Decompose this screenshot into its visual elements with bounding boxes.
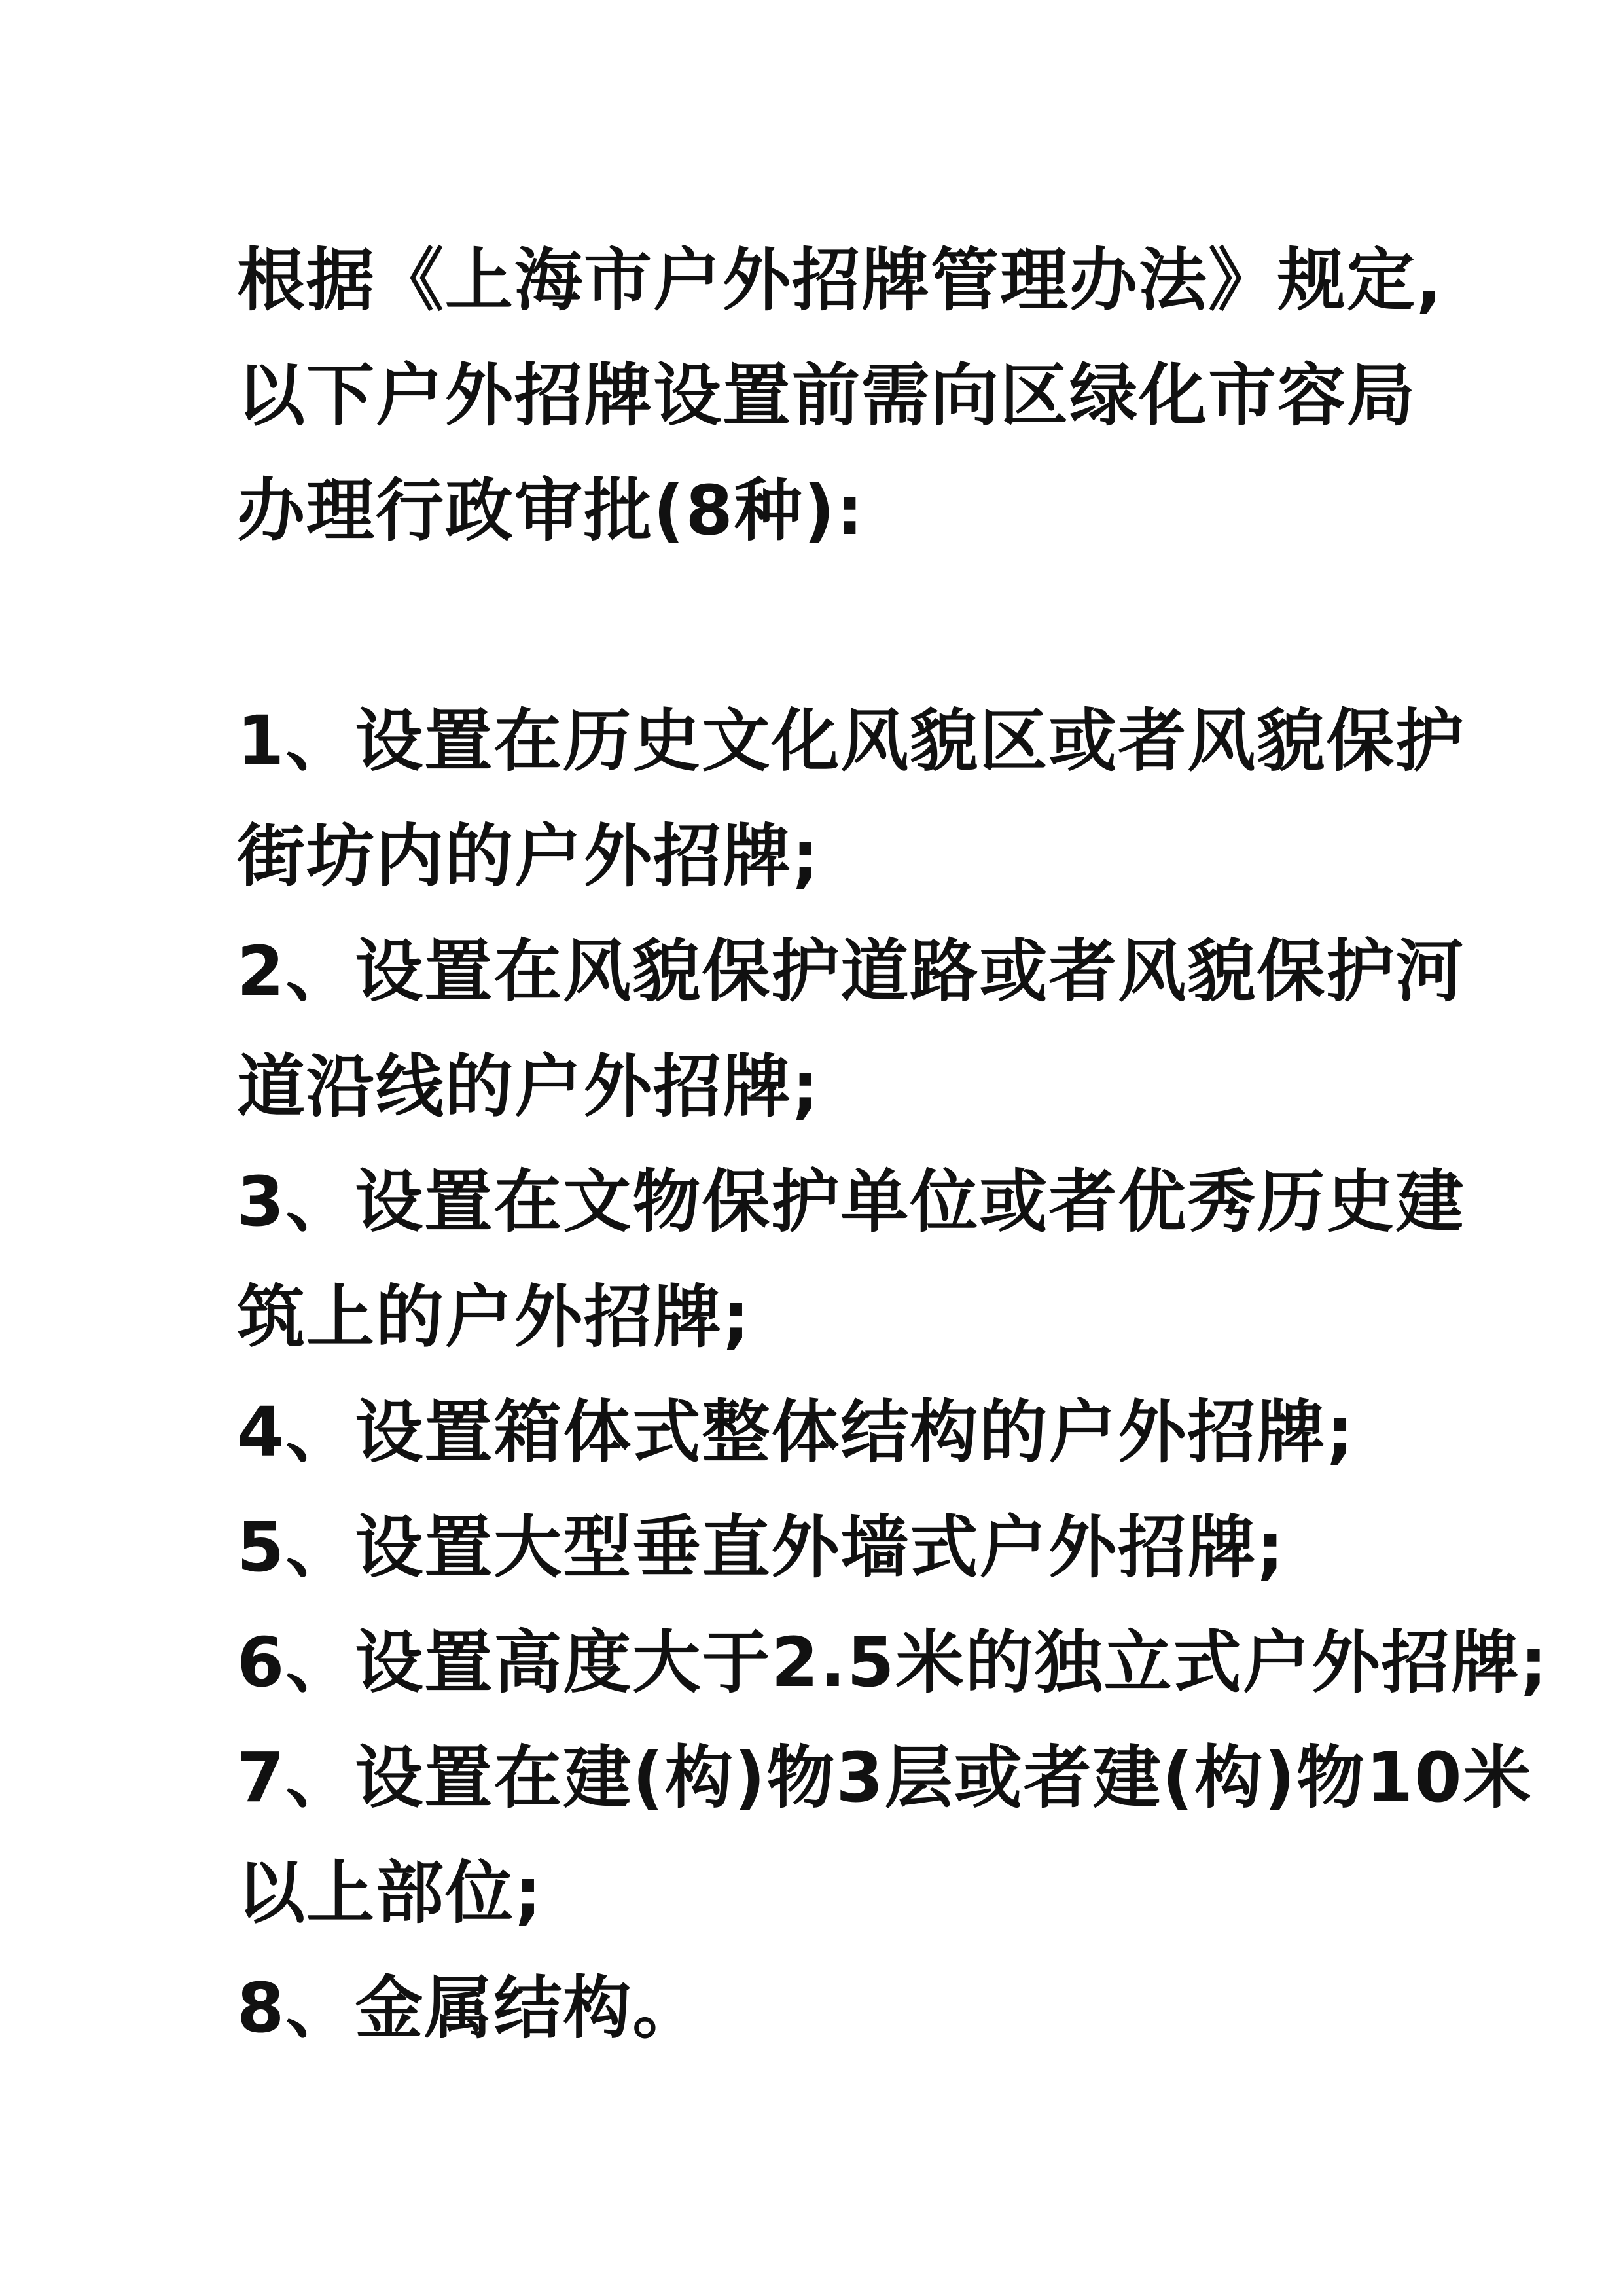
list-item-4: 4、设置箱体式整体结构的户外招牌; [237,1392,1355,1472]
list-item-1-line-1: 1、设置在历史文化风貌区或者风貌保护 [237,701,1465,781]
list-item-7-line-1: 7、设置在建(构)物3层或者建(构)物10米 [237,1738,1533,1818]
intro-line-3: 办理行政审批(8种): [237,471,865,550]
list-item-2-line-2: 道沿线的户外招牌; [237,1047,821,1126]
intro-line-2: 以下户外招牌设置前需向区绿化市容局 [237,355,1417,435]
list-item-3-line-2: 筑上的户外招牌; [237,1277,751,1357]
list-item-3-line-1: 3、设置在文物保护单位或者优秀历史建 [237,1162,1465,1242]
list-item-6: 6、设置高度大于2.5米的独立式户外招牌; [237,1623,1549,1702]
list-item-8: 8、金属结构。 [237,1968,702,2048]
list-item-2-line-1: 2、设置在风貌保护道路或者风貌保护河 [237,931,1465,1011]
document-body [237,223,1549,2066]
paragraph-gap [237,568,1480,683]
list-item-5: 5、设置大型垂直外墙式户外招牌; [237,1507,1285,1587]
list-item-1-line-2: 街坊内的户外招牌; [237,816,821,896]
intro-line-1: 根据《上海市户外招牌管理办法》规定, [237,240,1444,320]
list-item-7-line-2: 以上部位; [237,1853,543,1933]
